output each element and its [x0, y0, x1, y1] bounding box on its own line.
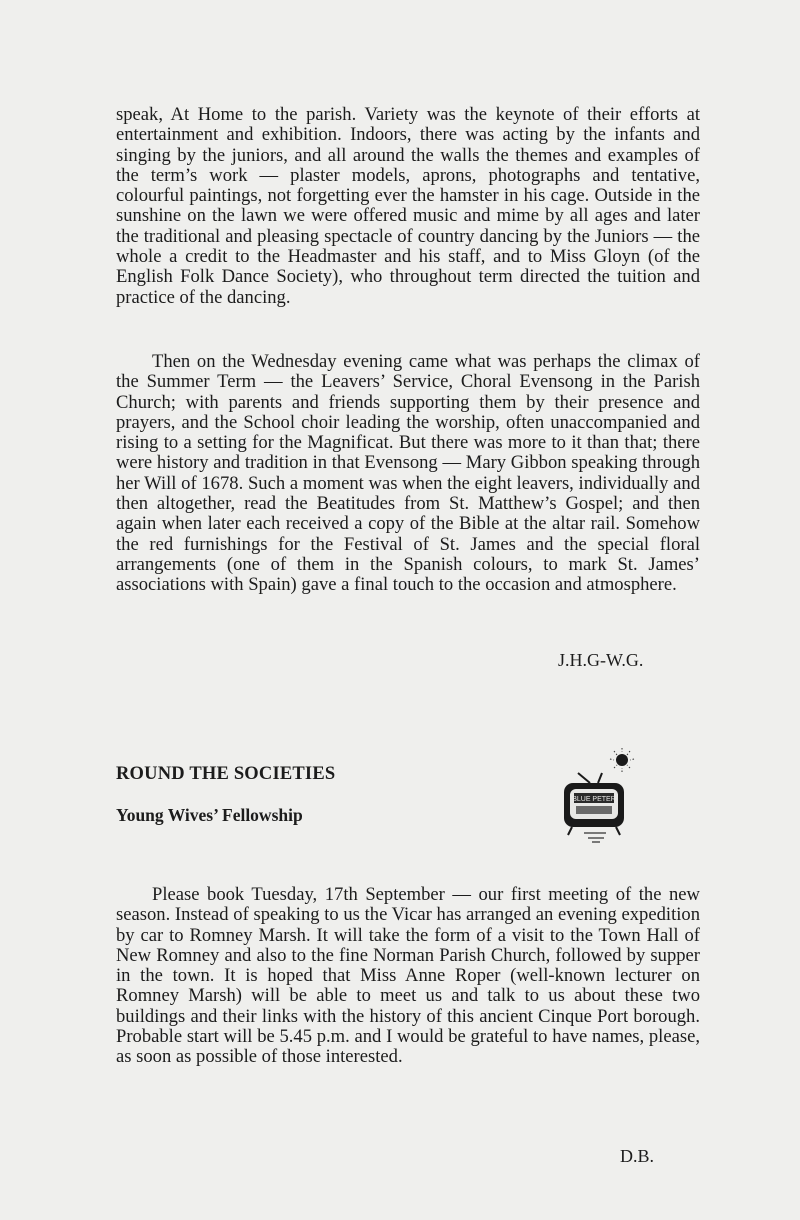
paragraph-meeting-announcement: Please book Tuesday, 17th September — our first meeting of the new season. Instead of speaking to us the Vicar has arranged an evening expedition by car to Romney Marsh. It will take the form of a visit to the Town Hall of New Romney and also to the fine Norman Parish Church, followed by supper in the town. It is hoped that Miss Anne Roper (well-known lecturer on Romney Marsh) will be able to meet us and talk to us about these two buildings and their links with the history of this ancient Cinque Port borough. Probable start will be 5.45 p.m. and I would be grateful to have names, please, as soon as possible of those interested. [116, 884, 700, 1068]
paragraph-leavers-service: Then on the Wednesday evening came what was perhaps the climax of the Summer Term — the Leavers’ Service, Choral Evensong in the Parish Church; with parents and friends supporting them by their presence and prayers, and the School choir leading the worship, often unaccompanied and rising to a setting for the Magnificat. But there was more to it than that; there were history and tradition in that Evensong — Mary Gibbon speaking through her Will of 1678. Such a moment was when the eight leavers, individually and then altogether, read the Beatitudes from St. Matthew’s Gospel; and then again when later each received a copy of the Bible at the altar rail. Somehow the red furnishings for the Festival of St. James and the special floral arrangements (one of them in the Spanish colours, to mark St. James’ associations with Spain) gave a final touch to the occasion and atmosphere. [116, 351, 700, 596]
section-heading: ROUND THE SOCIETIES [116, 764, 336, 784]
screen-text: BLUE PETER [572, 796, 616, 803]
signature-initials: J.H.G-W.G. [558, 650, 644, 670]
subheading-young-wives: Young Wives’ Fellowship [116, 805, 303, 825]
signature-initials-db: D.B. [620, 1146, 655, 1166]
light-burst-icon [610, 748, 634, 772]
paragraph-school-open-day: speak, At Home to the parish. Variety was the keynote of their efforts at entertainment and exhibition. Indoors, there was acting by the infants and singing by the juniors, and all around the walls the themes and examples of the term’s work — plaster models, aprons, photographs and tentative, colourful paintings, not forgetting ever the hamster in his cage. Outside in the sunshine on the lawn we were offered music and mime by all ages and later the traditional and pleasing spectacle of country dancing by the Juniors — the whole a credit to the Headmaster and his staff, and to Miss Gloyn (of the English Folk Dance Society), who throughout term directed the tuition and practice of the dancing. [116, 104, 700, 308]
television-set-icon [556, 745, 648, 845]
